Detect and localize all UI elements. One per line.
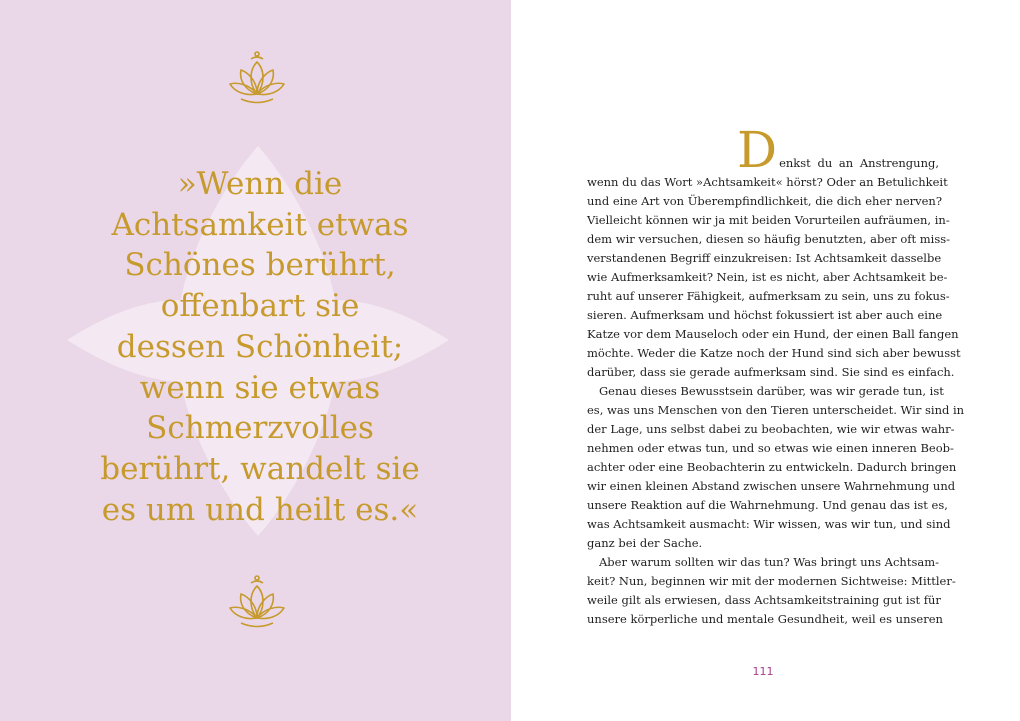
text-line: keit? Nun, beginnen wir mit der modernen Sichtweise: Mittler- — [587, 574, 956, 588]
quote-line: Achtsamkeit etwas — [111, 206, 409, 243]
first-line — [587, 121, 939, 179]
quote-line: dessen Schönheit; — [116, 328, 404, 365]
text-line: möchte. Weder die Katze noch der Hund sind sich aber bewusst — [587, 346, 961, 360]
text-line: Vielleicht können wir ja mit beiden Vorurteilen aufräumen, in- — [587, 213, 950, 227]
text-line: ruht auf unserer Fähigkeit, aufmerksam zu sein, uns zu fokus- — [587, 289, 950, 303]
text-line: achter oder eine Beobachterin zu entwickeln. Dadurch bringen — [587, 460, 957, 474]
text-line: nehmen oder etwas tun, und so etwas wie einen inneren Beob- — [587, 441, 954, 455]
text-line: dem wir versuchen, diesen so häufig benutzten, aber oft miss- — [587, 232, 951, 246]
lotus-icon — [227, 50, 287, 106]
text-line: unsere körperliche und mentale Gesundheit, weil es unseren — [587, 612, 943, 626]
text-line: Katze vor dem Mauseloch oder ein Hund, der einen Ball fangen — [587, 327, 959, 341]
body-text — [587, 121, 965, 629]
text-line: wir einen kleinen Abstand zwischen unsere Wahrnehmung und — [587, 479, 956, 493]
text-line: weile gilt als erwiesen, dass Achtsamkeitstraining gut ist für — [587, 593, 941, 607]
text-line: ganz bei der Sache. — [587, 536, 703, 550]
text-line: sieren. Aufmerksam und höchst fokussiert ist aber auch eine — [587, 308, 943, 322]
text-line: Aber warum sollten wir das tun? Was bringt uns Achtsam- — [599, 555, 939, 569]
text-line: verstandenen Begriff einzukreisen: Ist Achtsamkeit dasselbe — [587, 251, 942, 265]
text-line: wie Aufmerksamkeit? Nein, ist es nicht, aber Achtsamkeit be- — [587, 270, 948, 284]
text-line: unsere Reaktion auf die Wahrnehmung. Und genau das ist es, — [587, 498, 948, 512]
text-line: der Lage, uns selbst dabei zu beobachten, wie wir etwas wahr- — [587, 422, 955, 436]
quote-line: berührt, wandelt sie — [100, 450, 420, 487]
text-line: was Achtsamkeit ausmacht: Wir wissen, was wir tun, und sind — [587, 517, 951, 531]
text-line: es, was uns Menschen von den Tieren unterscheidet. Wir sind in — [587, 403, 965, 417]
page-number: 111 — [752, 665, 774, 678]
quote-line: Schönes berührt, — [124, 247, 396, 284]
text-line: und eine Art von Überempfindlichkeit, die dich eher nerven? — [587, 194, 942, 208]
quote-line: »Wenn die — [177, 166, 343, 202]
quote-line: wenn sie etwas — [139, 369, 381, 406]
quote-line: es um und heilt es.« — [101, 491, 419, 528]
quote-line: Schmerzvolles — [146, 410, 374, 447]
pull-quote — [60, 164, 460, 530]
quote-line: offenbart sie — [160, 288, 360, 325]
text-line: wenn du das Wort »Achtsamkeit« hörst? Oder an Betulichkeit — [587, 175, 948, 189]
text-line: enkst du an Anstrengung, — [779, 156, 939, 170]
lotus-icon — [227, 574, 287, 630]
text-line: darüber, dass sie gerade aufmerksam sind. Sie sind es einfach. — [587, 365, 955, 379]
drop-cap: D — [737, 121, 778, 179]
text-line: Genau dieses Bewusstsein darüber, was wir gerade tun, ist — [599, 384, 944, 398]
